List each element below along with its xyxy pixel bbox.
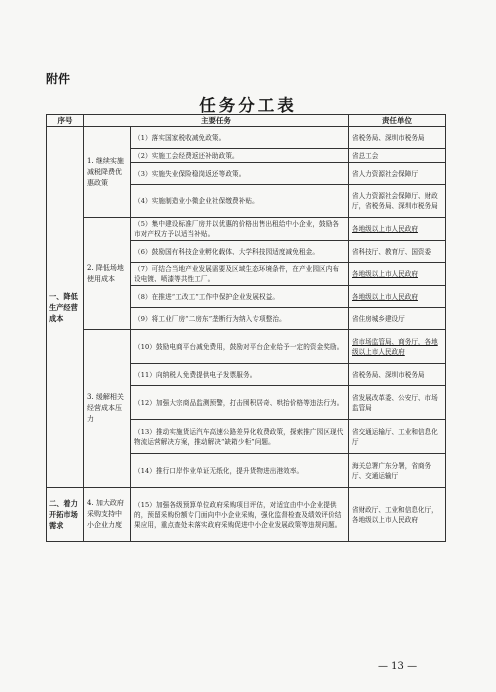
task-cell: （8）在推进“工改工”工作中保护企业发展权益。 [131,286,349,308]
task-cell: （12）加强大宗商品监测预警，打击囤积居奇、哄抬价格等违法行为。 [131,386,349,420]
task-cell: （9）将工业厂房“二房东”垄断行为纳入专项整治。 [131,308,349,330]
unit-cell: 省税务局、深圳市税务局 [349,364,446,386]
unit-cell: 省人力资源社会保障厅 [349,163,446,185]
table-row [47,330,446,364]
task-cell: （6）鼓励国有科技企业孵化载体、大学科技园适度减免租金。 [131,241,349,263]
task-division-table [46,114,446,542]
unit-cell: 省人力资源社会保障厅、财政厅，省税务局、深圳市税务局 [349,185,446,218]
task-cell: （13）推动实施货运汽车高速公路差异化收费政策，探索推广园区现代物流运营解决方案，推动解决“缺箱少柜”问题。 [131,420,349,454]
header-unit: 责任单位 [349,115,446,127]
task-cell: （7）可结合当地产业发展需要及区域生态环境条件，在产业园区内布设电镀、喷漆等共性工厂。 [131,263,349,286]
unit-cell: 各地级以上市人民政府 [349,218,446,241]
category-label: 一、降低生产经营成本 [47,127,84,488]
subgroup-label: 3. 缓解相关经营成本压力 [84,330,131,488]
document-title: 任务分工表 [199,96,297,115]
subgroup-label: 4. 加大政府采购支持中小企业力度 [84,488,131,542]
category-label: 二、着力开拓市场需求 [47,488,84,542]
task-cell: （2）实施工会经费返还补助政策。 [131,149,349,163]
subgroup-label: 2. 降低场地使用成本 [84,218,131,330]
table-row [47,488,446,542]
unit-cell: 各地级以上市人民政府 [349,286,446,308]
unit-cell: 省交通运输厅、工业和信息化厅 [349,420,446,454]
task-cell: （4）实施制造业小微企业社保缴费补贴。 [131,185,349,218]
header-no: 序号 [47,115,84,127]
unit-cell: 海关总署广东分署，省商务厅、交通运输厅 [349,454,446,488]
unit-cell: 省市场监管局、商务厅，各地级以上市人民政府 [349,330,446,364]
table-row [47,218,446,241]
unit-cell: 省税务局、深圳市税务局 [349,127,446,149]
unit-cell: 省财政厅、工业和信息化厅，各地级以上市人民政府 [349,488,446,542]
task-cell: （10）鼓励电商平台减免费用，鼓励对平台企业给予一定的资金奖励。 [131,330,349,364]
task-cell: （14）推行口岸作业单证无纸化，提升货物进出港效率。 [131,454,349,488]
task-cell: （1）落实国家税收减免政策。 [131,127,349,149]
page-number: — 13 — [378,661,418,672]
task-cell: （3）实施失业保险稳岗返还等政策。 [131,163,349,185]
task-cell: （11）向纳税人免费提供电子发票服务。 [131,364,349,386]
table-header-row [47,115,446,127]
table-row [47,127,446,149]
unit-cell: 省住房城乡建设厅 [349,308,446,330]
attachment-label: 附件 [46,72,71,86]
header-task: 主要任务 [84,115,349,127]
subgroup-label: 1. 继续实施减税降费优惠政策 [84,127,131,218]
unit-cell: 各地级以上市人民政府 [349,263,446,286]
task-cell: （5）集中建设标准厂房并以优惠的价格出售出租给中小企业，鼓励各市对产权方予以适当补贴。 [131,218,349,241]
task-cell: （15）加强各级预算单位政府采购项目评估，对适宜由中小企业提供的，预留采购份额专门面向中小企业采购，强化监督检查及绩效评价结果应用，重点查处未落实政府采购促进中小企业发展政策等违规问题。 [131,488,349,542]
unit-cell: 省科技厅、教育厅、国资委 [349,241,446,263]
unit-cell: 省发展改革委、公安厅、市场监管局 [349,386,446,420]
unit-cell: 省总工会 [349,149,446,163]
